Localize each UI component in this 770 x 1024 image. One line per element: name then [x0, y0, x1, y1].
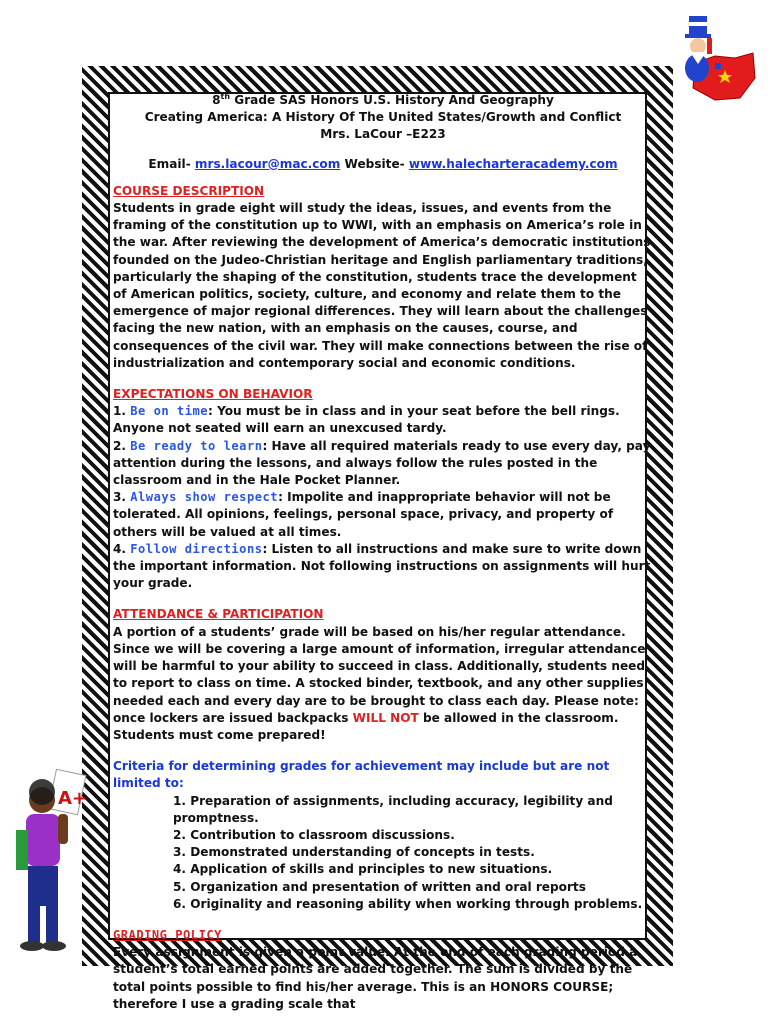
grade-superscript: th — [220, 91, 231, 101]
expectation-text: : You must be in class and in your seat before the bell rings. Anyone not seated will earn an unexcused tardy. — [113, 404, 620, 436]
criteria-item: 2. Contribution to classroom discussions. — [173, 827, 455, 842]
grading-body: Every assignment is given a point value. At the end of each grading period a student’s total earned points are added together. The sum is divided by the total points possible to find his/her average. This is an HONORS COURSE; therefore I use a grading scale that — [113, 945, 638, 1011]
expectation-keyword: Be ready to learn — [130, 438, 263, 453]
expectations-heading: EXPECTATIONS ON BEHAVIOR — [113, 387, 313, 402]
grading-heading: GRADING POLICY — [113, 927, 222, 942]
attendance-body — [113, 624, 653, 744]
expectation-text: : Have all required materials ready to use every day, pay attention during the lessons, and always follow the rules posted in the classroom and in the Hale Pocket Planner. — [113, 438, 651, 488]
criteria-heading: Criteria for determining grades for achievement may include but are not limited to: — [113, 759, 610, 791]
expectation-num: 2. — [113, 438, 131, 453]
attendance-text: A portion of a students’ grade will be based on his/her regular attendance. Since we will be covering a large amount of information, irregular attendance will be harmful to your ability to succeed in class. Additionally, students need to report to class on time. A stocked binder, textbook, and any other supplies needed each and every day are to be brought to class each day. Please note: once lockers are issued backpacks — [113, 624, 646, 725]
criteria-item: 3. Demonstrated understanding of concepts in tests. — [173, 845, 535, 860]
expectation-text: : Impolite and inappropriate behavior will not be tolerated. All opinions, feelings, personal space, privacy, and property of others will be valued at all times. — [113, 490, 614, 539]
expectation-item-1 — [113, 403, 653, 437]
expectation-num: 4. — [113, 541, 131, 556]
email-link[interactable]: mrs.lacour@mac.com — [194, 156, 341, 171]
website-label: Website- — [340, 156, 409, 171]
website-link[interactable]: www.halecharteracademy.com — [408, 156, 618, 171]
uncle-sam-clipart — [655, 8, 760, 108]
attendance-heading: ATTENDANCE & PARTICIPATION — [113, 607, 324, 622]
course-subtitle: Creating America: A History Of The United States/Growth and Conflict — [144, 110, 622, 125]
attendance-emphasis: WILL NOT — [352, 710, 419, 725]
criteria-item: 4. Application of skills and principles to new situations. — [173, 862, 553, 877]
criteria-list — [113, 793, 653, 913]
expectation-item-3 — [113, 489, 653, 541]
grade-number: 8 — [212, 93, 221, 107]
expectation-keyword: Always show respect — [130, 490, 279, 505]
criteria-item: 6. Originality and reasoning ability when working through problems. — [173, 896, 643, 911]
document-body — [113, 91, 653, 1011]
a-plus-text: A+ — [58, 788, 88, 809]
course-title — [113, 92, 653, 109]
attendance-text-end: be allowed in the classroom. Students must come prepared! — [113, 710, 619, 742]
course-description-body: Students in grade eight will study the ideas, issues, and events from the framing of the constitution up to WWI, with an emphasis on America’s role in the war. After reviewing the development of America’s democratic institutions founded on the Judeo-Christian heritage and English parliamentary traditions, particularly the shaping of the constitution, students trace the development of American politics, society, culture, and economy and relate them to the emergence of major regional differences. They will learn about the challenges facing the new nation, with an emphasis on the causes, course, and consequences of the civil war. They will make connections between the rise of industrialization and contemporary social and economic conditions. — [113, 201, 651, 370]
expectation-text: : Listen to all instructions and make sure to write down the important information. Not following instructions on assignments will hurt your grade. — [113, 541, 651, 591]
course-title-text: Grade SAS Honors U.S. History And Geography — [230, 93, 554, 107]
student-clipart — [10, 770, 90, 955]
contact-line — [113, 156, 653, 173]
expectation-keyword: Follow directions — [130, 541, 263, 556]
expectation-num: 1. — [113, 404, 131, 419]
criteria-item: 1. Preparation of assignments, including accuracy, legibility and promptness. — [173, 793, 613, 825]
teacher-name: Mrs. LaCour –E223 — [320, 127, 446, 142]
expectation-keyword: Be on time — [130, 404, 209, 419]
expectation-item-2 — [113, 438, 653, 490]
email-label: Email- — [148, 156, 195, 171]
course-description-heading: COURSE DESCRIPTION — [113, 183, 265, 198]
expectation-item-4 — [113, 541, 653, 593]
criteria-item: 5. Organization and presentation of written and oral reports — [173, 879, 586, 894]
expectation-num: 3. — [113, 490, 131, 505]
